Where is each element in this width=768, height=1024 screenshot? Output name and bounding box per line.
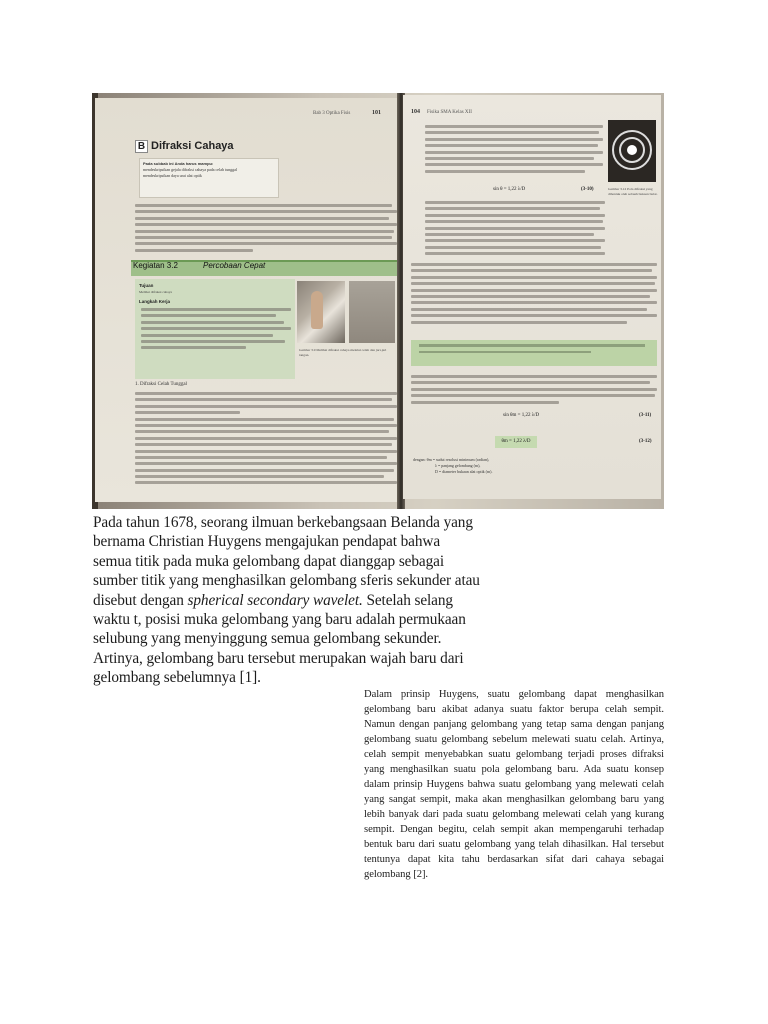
- running-head-left: Bab 3 Optika Fisis: [313, 111, 351, 116]
- activity-steps-label: Langkah Kerja: [139, 299, 171, 304]
- rayleigh-criterion-box: [411, 340, 657, 366]
- section-title: Difraksi Cahaya: [151, 140, 234, 152]
- hand-slit-photo: [297, 281, 345, 343]
- sin-equation-number: (3-11): [639, 413, 652, 418]
- activity-steps-text: [141, 308, 291, 353]
- sin-equation: sin θm = 1,22 λ/D: [503, 413, 540, 418]
- formula-number: (3-10): [581, 187, 594, 192]
- legend-line: D = diameter bukaan alat optik (m).: [435, 469, 493, 474]
- boxed-equation-number: (3-12): [639, 439, 652, 444]
- room-photo: [349, 281, 395, 343]
- activity-box: [135, 279, 295, 379]
- body-text-block: [411, 375, 657, 407]
- boxed-equation: θm = 1,22 λ/D: [495, 436, 537, 448]
- formula-diffraction: sin θ = 1,22 λ/D: [493, 187, 526, 192]
- activity-goal: Melihat difraksi cahaya: [139, 290, 173, 294]
- textbook-left-page: [95, 98, 399, 502]
- objectives-box: [139, 158, 279, 198]
- page-number-left: 101: [372, 110, 381, 116]
- section-letter: B: [135, 140, 148, 153]
- legend-line: dengan: θm = sudut resolusi minimum (radian),: [413, 457, 490, 462]
- legend-line: λ = panjang gelombang (m),: [435, 463, 481, 468]
- circular-aperture-photo: [608, 120, 656, 182]
- textbook-right-page: [403, 95, 661, 499]
- activity-title: Percobaan Cepat: [203, 261, 266, 270]
- equation-legend: [413, 457, 492, 475]
- body-text-block: [425, 125, 603, 176]
- objective-item: mendeskripsikan daya urai alat optik: [143, 173, 202, 178]
- huygens-principle-paragraph: Dalam prinsip Huygens, suatu gelombang dapat menghasilkan gelombang baru akibat adanya suatu faktor berupa celah sempit. Namun dengan panjang gelombang yang tetap sama dengan panjang gelombang suatu gelombang sebelum melewati suatu celah. Artinya, celah sempit menyebabkan suatu gelombang terjadi proses difraksi yang menghasilkan suatu pola gelombang baru. Ada suatu konsep dalam prinsip Huygens bahwa suatu gelombang yang melewati celah yang sangat sempit, maka akan menghasilkan gelombang baru yang lebih banyak dari pada suatu gelombang melewati celah yang kurang sempit. Dengan begitu, celah sempit akan mempengaruhi terhadap bentuk baru dari suatu gelombang yang telah dihasilkan. Hal tersebut tentunya dapat kita tahu berdasarkan sifat dari cahaya sebagai gelombang [2].: [364, 689, 664, 880]
- activity-goal-label: Tujuan: [139, 283, 154, 288]
- activity-label: Kegiatan 3.2: [133, 261, 178, 270]
- body-text-block: [425, 201, 605, 259]
- figure-caption-left: Gambar 3.9 Melihat difraksi cahaya melalui celah dan jari-jari tangan.: [299, 348, 387, 357]
- objectives-title: Pada subbab ini Anda harus mampu:: [143, 161, 214, 166]
- body-text-block: [411, 263, 657, 327]
- body-text-block: [135, 392, 397, 488]
- textbook-photo: [92, 93, 664, 509]
- section-heading: [135, 140, 234, 153]
- huygens-paragraph-text: Pada tahun 1678, seorang ilmuan berkebangsaan Belanda yang bernama Christian Huygens mengajukan pendapat bahwa semua titik pada muka gelombang dapat dianggap sebagai sumber titik yang menghasilkan gelombang sferis sekunder atau disebut dengan: [93, 514, 480, 609]
- body-text-block: [135, 204, 397, 255]
- objective-item: mendeskripsikan gejala difraksi cahaya pada celah tunggal: [143, 167, 237, 172]
- huygens-paragraph: [93, 513, 482, 688]
- huygens-paragraph-italic-term: spherical secondary wavelet.: [187, 591, 363, 609]
- subsection-heading: 1. Difraksi Celah Tunggal: [135, 382, 187, 387]
- running-head-right: Fisika SMA Kelas XII: [427, 110, 472, 115]
- page-number-right: 104: [411, 109, 420, 115]
- figure-caption-right: Gambar 3.12 Pola difraksi yang dibentuk oleh sebuah bukaan bulat.: [608, 187, 658, 196]
- huygens-paragraph-text-end: Setelah selang waktu t, posisi muka gelombang yang baru adalah permukaan selubung yang menyinggung semua gelombang sekunder. Artinya, gelombang baru tersebut merupakan wajah baru dari gelombang sebelumnya [1].: [93, 591, 466, 687]
